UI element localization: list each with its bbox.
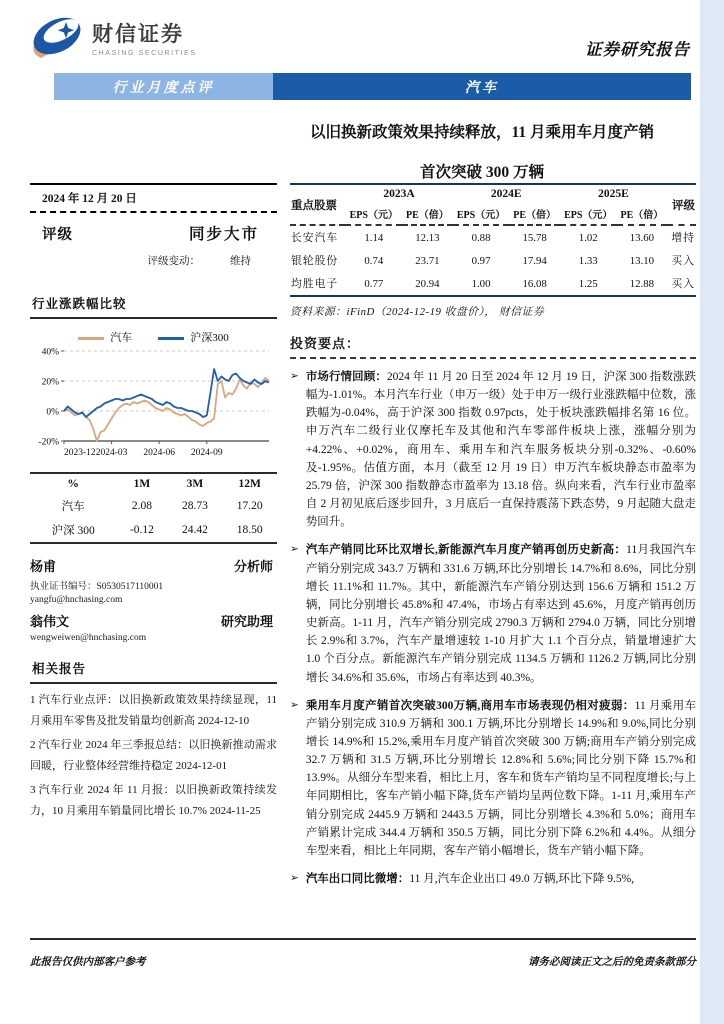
report-type-label: 证券研究报告 xyxy=(585,40,690,59)
legend-item xyxy=(158,329,229,345)
stock-value-cell: 0.97 xyxy=(471,254,491,267)
stock-data-row xyxy=(290,225,696,249)
perf-header-cell: 3M xyxy=(186,478,204,490)
rating-label: 评级 xyxy=(42,227,73,243)
brand-logo xyxy=(30,14,197,60)
svg-text:2024-03: 2024-03 xyxy=(95,448,128,458)
analyst-email: yangfu@hnchasing.com xyxy=(30,595,123,605)
stock-value-cell: 15.78 xyxy=(522,231,547,244)
svg-text:0%: 0% xyxy=(46,407,59,418)
investment-point-lead: 汽车出口同比微增： xyxy=(305,873,410,886)
report-header xyxy=(30,14,690,60)
perf-row-label: 沪深 300 xyxy=(51,525,95,537)
investment-point-lead: 乘用车月度产销首次突破300万辆,商用车市场表现仍相对疲弱： xyxy=(305,699,635,712)
stock-value-cell: 17.94 xyxy=(522,254,547,267)
stock-rating-header: 评级 xyxy=(667,184,696,225)
report-title xyxy=(262,113,702,192)
page-footer xyxy=(30,938,696,1024)
page-margin-strip xyxy=(700,0,724,1024)
stock-data-row xyxy=(290,249,696,272)
banner-industry: 汽车 xyxy=(273,73,691,100)
legend-item xyxy=(78,329,132,345)
stock-value-cell: 23.71 xyxy=(415,254,440,267)
investment-point-item xyxy=(290,368,696,531)
stock-name-cell: 银轮股份 xyxy=(291,255,339,267)
stock-value-cell: 16.08 xyxy=(522,277,547,290)
stock-value-cell: 0.88 xyxy=(471,231,491,244)
stock-value-cell: 12.88 xyxy=(629,277,654,290)
investment-point-text xyxy=(306,541,696,686)
svg-text:2023-12: 2023-12 xyxy=(64,448,96,458)
stock-subheader-cell: PE（倍） xyxy=(402,203,452,225)
key-stocks-table xyxy=(290,183,696,297)
brand-text xyxy=(92,18,197,57)
stock-subheader-cell: EPS（元） xyxy=(345,203,402,225)
stock-subheader-cell: EPS（元） xyxy=(453,203,510,225)
stock-name-cell: 长安汽车 xyxy=(291,232,339,244)
investment-point-lead: 汽车产销同比环比双增长,新能源汽车月度产销再创历史新高： xyxy=(305,544,627,557)
table-source-note: 资料来源：iFinD（2024-12-19 收盘价）， 财信证券 xyxy=(290,306,545,318)
perf-header-row xyxy=(30,473,277,494)
line-chart-svg xyxy=(30,345,277,459)
perf-header-cell: % xyxy=(67,478,79,490)
stock-value-cell: 0.77 xyxy=(364,277,384,290)
svg-text:20%: 20% xyxy=(41,377,59,388)
related-report-item: 3 汽车行业 2024 年 11 月报：以旧换新政策持续发力，10 月乘用车销量同比增长 10.7% 2024-11-25 xyxy=(30,783,277,818)
perf-header-cell: 12M xyxy=(238,478,261,490)
chart-section-title: 行业涨跌幅比较 xyxy=(30,292,277,319)
related-reports-list xyxy=(30,690,277,823)
perf-value-cell: -0.12 xyxy=(129,524,154,536)
legend-label: 汽车 xyxy=(110,332,133,344)
analyst-cert: 执业证书编号：S0530517110001 xyxy=(30,582,164,592)
svg-text:2024-06: 2024-06 xyxy=(143,448,176,458)
chart-legend xyxy=(30,329,277,345)
stock-value-cell: 1.14 xyxy=(364,231,384,244)
perf-row-label: 汽车 xyxy=(61,501,85,513)
related-report-item: 1 汽车行业点评：以旧换新政策效果持续显现，11 月乘用车零售及批发销量均创新高 2024-12-10 xyxy=(30,694,277,728)
brand-name-cn: 财信证券 xyxy=(92,22,184,46)
analyst-name: 翁伟文 xyxy=(30,614,70,629)
stock-value-cell: 1.33 xyxy=(578,254,598,267)
investment-point-item xyxy=(290,541,696,686)
category-banner xyxy=(54,73,691,100)
legend-swatch xyxy=(158,337,184,340)
investment-points-list xyxy=(290,368,696,888)
bullet-arrow-icon: ➢ xyxy=(290,371,299,382)
investment-point-text xyxy=(306,870,634,888)
stock-name-cell: 均胜电子 xyxy=(291,278,339,290)
stock-value-cell: 13.10 xyxy=(629,254,654,267)
perf-value-cell: 2.08 xyxy=(131,500,152,512)
stock-value-cell: 0.74 xyxy=(364,254,384,267)
analyst-header xyxy=(30,611,277,630)
brand-name-en: CHASING SECURITIES xyxy=(92,49,197,57)
investment-point-item xyxy=(290,870,696,888)
bullet-arrow-icon: ➢ xyxy=(290,544,299,556)
investment-point-body: 11 月乘用车产销分别完成 310.9 万辆和 300.1 万辆,环比分别增长 14.9%和 9.0%,同比分别增长 14.9%和 15.2%,乘用车月度产销首次突破 300 万辆;商用车产销分别完成 32.7 万辆和 31.5 万辆,环比分别增长 12.8%和 5.6%;同比分别下降 15.7%和 13.9%。从细分车型来看，相比上月，客车和货车产销均呈不同程度增长;与上年同期相比，客车产销小幅下降,货车产销均呈两位数下降。1-11 月,乘用车产销分别完成 2445.9 万辆和 2443.5 万辆，同比分别增长 4.3%和 5.0%；商用车产销累计完成 344.4 万辆和 350.5 万辆，同比分别下降 6.2%和 4.4%。从细分车型来看，相比上年同期，客车产销小幅增长，货车产销小幅下降。 xyxy=(305,699,696,857)
stock-year-header: 2025E xyxy=(598,188,629,200)
perf-value-cell: 17.20 xyxy=(236,500,263,512)
stock-subheader-cell: PE（倍） xyxy=(617,203,667,225)
perf-header-cell: 1M xyxy=(133,478,151,490)
investment-point-item xyxy=(290,697,696,860)
stock-subheader-cell: EPS（元） xyxy=(560,203,617,225)
report-title-line1: 以旧换新政策效果持续释放，11 月乘用车月度产销 xyxy=(309,124,655,141)
legend-label: 沪深300 xyxy=(190,332,229,344)
analyst-name: 杨甫 xyxy=(30,559,57,574)
footer-left-note: 此报告仅供内部客户参考 xyxy=(30,957,146,968)
investment-point-text xyxy=(306,697,696,860)
stock-value-cell: 1.00 xyxy=(471,277,491,290)
stock-rating-cell: 增持 xyxy=(671,232,695,244)
investment-point-text xyxy=(306,368,696,531)
bullet-arrow-icon: ➢ xyxy=(290,873,299,885)
stock-value-cell: 12.13 xyxy=(415,231,440,244)
analyst-block xyxy=(30,556,277,643)
perf-data-row xyxy=(30,494,277,518)
investment-points-title: 投资要点： xyxy=(290,319,696,359)
stock-rating-cell: 买入 xyxy=(671,278,695,290)
stock-col-label: 重点股票 xyxy=(290,184,345,225)
stock-year-header: 2024E xyxy=(490,188,522,200)
banner-report-category: 行业月度点评 xyxy=(54,73,273,100)
investment-point-lead: 市场行情回顾： xyxy=(305,371,387,383)
stock-value-cell: 13.60 xyxy=(629,231,654,244)
analyst-header xyxy=(30,556,277,575)
investment-point-body: 11月我国汽车产销分别完成 343.7 万辆和 331.6 万辆,环比分别增长 14.7%和 8.6%，同比分别增长 11.1%和 11.7%。其中，新能源汽车产销分别达到 156.6 万辆和 151.2 万辆，同比分别增长 45.8%和 47.4%，市场占有率达到 45.6%，月度产销再创历史新高。1-11 月，汽车产销分别完成 2790.3 万辆和 2794.0 万辆，同比分别增长 2.9%和 3.7%，汽车产量增速较 1-10 月扩大 1.1 个百分点，销量增速扩大 1.0 个百分点。新能源汽车产销分别完成 1134.5 万辆和 1126.2 万辆,同比分别增长 34.6%和 35.6%，市场占有率达到 40.3%。 xyxy=(305,544,696,684)
svg-text:2024-09: 2024-09 xyxy=(190,448,223,458)
rating-change-row xyxy=(30,244,277,268)
svg-text:40%: 40% xyxy=(41,347,59,358)
footer-right-note: 请务必阅读正文之后的免责条款部分 xyxy=(528,957,696,968)
svg-text:-20%: -20% xyxy=(38,437,59,448)
chasing-securities-logo-icon xyxy=(30,14,84,60)
investment-point-body: 2024 年 11 月 20 日至 2024 年 12 月 19 日，沪深 300 指数涨跌幅为-1.01%。本月汽车行业（申万一级）处于申万一级行业涨跌幅中位数，涨跌幅为-0.04%，高于沪深 300 指数 0.97pcts，处于板块涨跌幅排名第 16 位。申万汽车二级行业仅摩托车及其他和汽车零部件板块上涨，涨幅分别为+4.22%、+0.02%，商用车、乘用车和汽车服务板块分别-0.32%、-0.60%及-1.95%。估值方面，本月（截至 12 月 19 日）申万汽车板块静态市盈率为 25.79 倍，沪深 300 指数静态市盈率为 13.18 倍。纵向来看，汽车行业市盈率自 2 月初见底后逐步回升，3 月底后一直保持震荡下跌态势，9 月起随大盘走势回升。 xyxy=(305,371,696,529)
stock-year-header: 2023A xyxy=(383,188,415,200)
stock-subheader-row xyxy=(290,203,696,225)
stock-header-row xyxy=(290,184,696,203)
stock-value-cell: 1.02 xyxy=(578,231,598,244)
report-title-line2: 首次突破 300 万辆 xyxy=(419,163,544,181)
rating-change-label: 评级变动： xyxy=(147,256,200,267)
analyst-role: 分析师 xyxy=(233,559,273,574)
perf-value-cell: 24.42 xyxy=(181,524,208,536)
rating-row xyxy=(30,213,277,244)
performance-table xyxy=(30,472,277,544)
stock-data-row xyxy=(290,272,696,296)
analyst-role: 研究助理 xyxy=(220,614,273,629)
industry-performance-chart xyxy=(30,345,277,464)
perf-value-cell: 18.50 xyxy=(236,524,263,536)
perf-value-cell: 28.73 xyxy=(181,500,208,512)
left-sidebar xyxy=(30,183,277,825)
stock-value-cell: 20.94 xyxy=(415,277,440,290)
bullet-arrow-icon: ➢ xyxy=(290,699,299,711)
perf-data-row xyxy=(30,518,277,543)
stock-value-cell: 1.25 xyxy=(578,277,598,290)
investment-point-body: 11 月,汽车企业出口 49.0 万辆,环比下降 9.5%, xyxy=(409,873,635,886)
report-date: 2024 年 12 月 20 日 xyxy=(30,183,277,213)
related-reports-title: 相关报告 xyxy=(30,657,277,684)
stock-rating-cell: 买入 xyxy=(671,255,695,267)
main-content xyxy=(290,183,696,898)
stock-subheader-cell: PE（倍） xyxy=(509,203,559,225)
rating-value: 同步大市 xyxy=(188,226,259,243)
rating-change-value: 维持 xyxy=(230,256,251,267)
legend-swatch xyxy=(78,337,104,340)
analyst-email: wengweiwen@hnchasing.com xyxy=(30,633,147,643)
related-report-item: 2 汽车行业 2024 年三季报总结：以旧换新推动需求回暖，行业整体经营维持稳定 2024-12-01 xyxy=(30,738,277,773)
